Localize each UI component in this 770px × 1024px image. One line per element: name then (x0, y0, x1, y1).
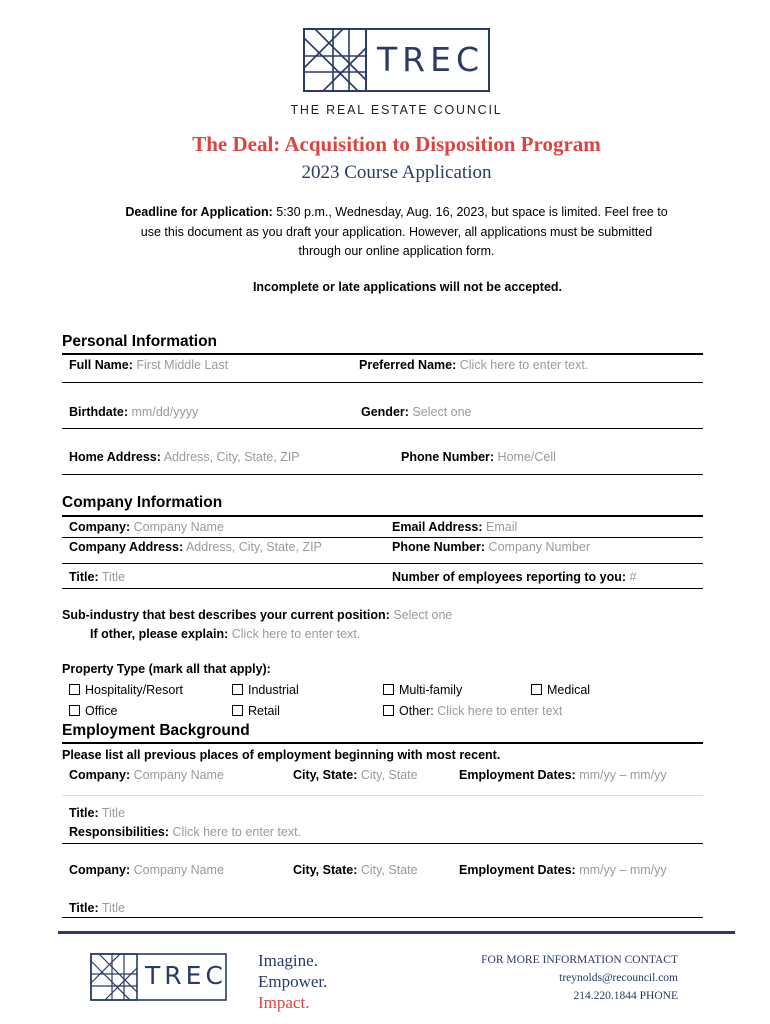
tagline-imagine: Imagine. (258, 951, 318, 970)
checkbox-icon[interactable] (531, 684, 542, 695)
checkbox-icon[interactable] (383, 684, 394, 695)
option-label: Office (85, 704, 118, 718)
gender-label: Gender: (361, 405, 409, 419)
late-warning: Incomplete or late applications will not be accepted. (252, 280, 563, 294)
option-label: Industrial (248, 683, 299, 697)
emp1-rule (62, 795, 703, 796)
title-rule (62, 588, 703, 589)
checkbox-icon[interactable] (383, 705, 394, 716)
emp1-dates-label: Employment Dates: (459, 768, 576, 782)
emp2-dates-input[interactable]: mm/yy – mm/yy (579, 863, 667, 877)
email-label: Email Address: (392, 520, 483, 534)
personal-heading-rule (62, 353, 703, 355)
contact-heading: FOR MORE INFORMATION CONTACT (481, 954, 678, 966)
footer-logo (90, 953, 227, 1001)
emp1-city-field (293, 768, 418, 782)
emp2-city-field (293, 863, 418, 877)
other-explain-input[interactable]: Click here to enter text. (231, 627, 361, 641)
emp2-title-input[interactable]: Title (101, 901, 126, 915)
company-input[interactable]: Company Name (133, 520, 224, 534)
option-industrial[interactable] (232, 683, 299, 697)
deadline-text: 5:30 p.m., Wednesday, Aug. 16, 2023, but space is limited. Feel free to (272, 205, 668, 219)
option-label: Retail (248, 704, 280, 718)
option-other[interactable] (383, 704, 562, 718)
emp2-company-input[interactable]: Company Name (133, 863, 224, 877)
trec-logo (303, 28, 490, 92)
emp1-company-field (69, 768, 224, 782)
emp1-resp-input[interactable]: Click here to enter text. (172, 825, 302, 839)
employees-label: Number of employees reporting to you: (392, 570, 627, 584)
logo-wordmark: TREC (377, 40, 484, 79)
emp1-resp-label: Responsibilities: (69, 825, 170, 839)
checkbox-icon[interactable] (69, 705, 80, 716)
company-address-label: Company Address: (69, 540, 184, 554)
option-label: Multi-family (399, 683, 463, 697)
tagline-impact: Impact. (258, 993, 310, 1012)
company-field (69, 520, 224, 534)
other-explain-label: If other, please explain: (90, 627, 229, 641)
emp2-company-field (69, 863, 224, 877)
phone-label: Phone Number: (401, 450, 495, 464)
personal-info-heading: Personal Information (62, 333, 218, 350)
emp1-title-field (69, 806, 125, 820)
phone-input[interactable]: Home/Cell (497, 450, 556, 464)
address-rule (62, 474, 703, 475)
home-address-input[interactable]: Address, City, State, ZIP (163, 450, 300, 464)
deadline-line-3: through our online application form. (298, 244, 495, 258)
deadline-label: Deadline for Application: (125, 205, 273, 219)
footer-contact (481, 951, 678, 1005)
option-medical[interactable] (531, 683, 590, 697)
option-other-input[interactable]: Click here to enter text (437, 704, 563, 718)
emp2-title-field (69, 901, 125, 915)
footer-logo-wordmark: TREC (145, 961, 227, 990)
option-label: Hospitality/Resort (85, 683, 183, 697)
full-name-rule (62, 382, 352, 383)
other-explain-field (90, 627, 360, 641)
checkbox-icon[interactable] (232, 705, 243, 716)
email-input[interactable]: Email (486, 520, 518, 534)
employment-heading-rule (62, 742, 703, 744)
preferred-name-rule (352, 382, 703, 383)
council-name: THE REAL ESTATE COUNCIL (290, 103, 503, 117)
emp2-company-label: Company: (69, 863, 131, 877)
tagline-empower: Empower. (258, 972, 328, 991)
deadline-line-2: use this document as you draft your application. However, all applications must be submitted (140, 224, 653, 239)
title-input[interactable]: Title (101, 570, 126, 584)
emp1-resp-field (69, 825, 301, 839)
emp1-dates-input[interactable]: mm/yy – mm/yy (579, 768, 667, 782)
preferred-name-field (359, 358, 588, 372)
footer-rule (58, 931, 735, 934)
property-type-label: Property Type (mark all that apply): (62, 662, 271, 676)
company-info-heading: Company Information (62, 494, 223, 511)
emp2-title-label: Title: (69, 901, 99, 915)
company-address-rule (62, 563, 703, 564)
full-name-field (69, 358, 228, 372)
emp1-city-label: City, State: (293, 768, 358, 782)
gender-select[interactable]: Select one (412, 405, 472, 419)
emp2-dates-field (459, 863, 667, 877)
home-address-label: Home Address: (69, 450, 161, 464)
company-heading-rule (62, 515, 703, 517)
preferred-name-input[interactable]: Click here to enter text. (459, 358, 589, 372)
subindustry-select[interactable]: Select one (393, 608, 453, 622)
title-field (69, 570, 125, 584)
subindustry-label: Sub-industry that best describes your current position: (62, 608, 390, 622)
footer-tagline (258, 950, 327, 1013)
subindustry-field (62, 608, 452, 622)
birthdate-label: Birthdate: (69, 405, 129, 419)
emp1-dates-field (459, 768, 667, 782)
full-name-input[interactable]: First Middle Last (136, 358, 229, 372)
emp1-city-input[interactable]: City, State (360, 768, 418, 782)
option-other-label: Other: (399, 704, 434, 718)
emp1-title-label: Title: (69, 806, 99, 820)
emp1-company-input[interactable]: Company Name (133, 768, 224, 782)
emp1-company-label: Company: (69, 768, 131, 782)
title-label: Title: (69, 570, 99, 584)
emp2-city-input[interactable]: City, State (360, 863, 418, 877)
employees-input[interactable]: # (629, 570, 637, 584)
deadline-paragraph (60, 203, 733, 262)
option-multifamily[interactable] (383, 683, 462, 697)
emp2-city-label: City, State: (293, 863, 358, 877)
employment-instructions: Please list all previous places of employment beginning with most recent. (62, 748, 501, 762)
deadline-line-1 (60, 203, 733, 223)
option-office[interactable] (69, 704, 117, 718)
employment-heading: Employment Background (62, 722, 250, 739)
emp2-rule (62, 917, 703, 918)
birthdate-rule (62, 428, 703, 429)
option-hospitality[interactable] (69, 683, 183, 697)
option-label: Medical (547, 683, 591, 697)
contact-phone: 214.220.1844 PHONE (573, 990, 678, 1002)
emp1-resp-rule (62, 843, 703, 844)
company-address-field (69, 540, 322, 554)
phone-field (401, 450, 556, 464)
emp1-title-input[interactable]: Title (101, 806, 126, 820)
full-name-label: Full Name: (69, 358, 133, 372)
company-address-input[interactable]: Address, City, State, ZIP (185, 540, 322, 554)
email-field (392, 520, 517, 534)
option-retail[interactable] (232, 704, 280, 718)
birthdate-input[interactable]: mm/dd/yyyy (131, 405, 199, 419)
emp2-dates-label: Employment Dates: (459, 863, 576, 877)
page-title: The Deal: Acquisition to Disposition Program (192, 132, 601, 156)
company-phone-label: Phone Number: (392, 540, 486, 554)
home-address-field (69, 450, 300, 464)
preferred-name-label: Preferred Name: (359, 358, 457, 372)
employees-field (392, 570, 637, 584)
company-phone-input[interactable]: Company Number (488, 540, 590, 554)
gender-field (361, 405, 472, 419)
birthdate-field (69, 405, 198, 419)
page-subtitle: 2023 Course Application (301, 162, 492, 183)
company-phone-field (392, 540, 590, 554)
contact-email-link[interactable]: treynolds@recouncil.com (559, 972, 678, 984)
company-rule (62, 537, 703, 538)
checkbox-icon[interactable] (69, 684, 80, 695)
company-label: Company: (69, 520, 131, 534)
checkbox-icon[interactable] (232, 684, 243, 695)
